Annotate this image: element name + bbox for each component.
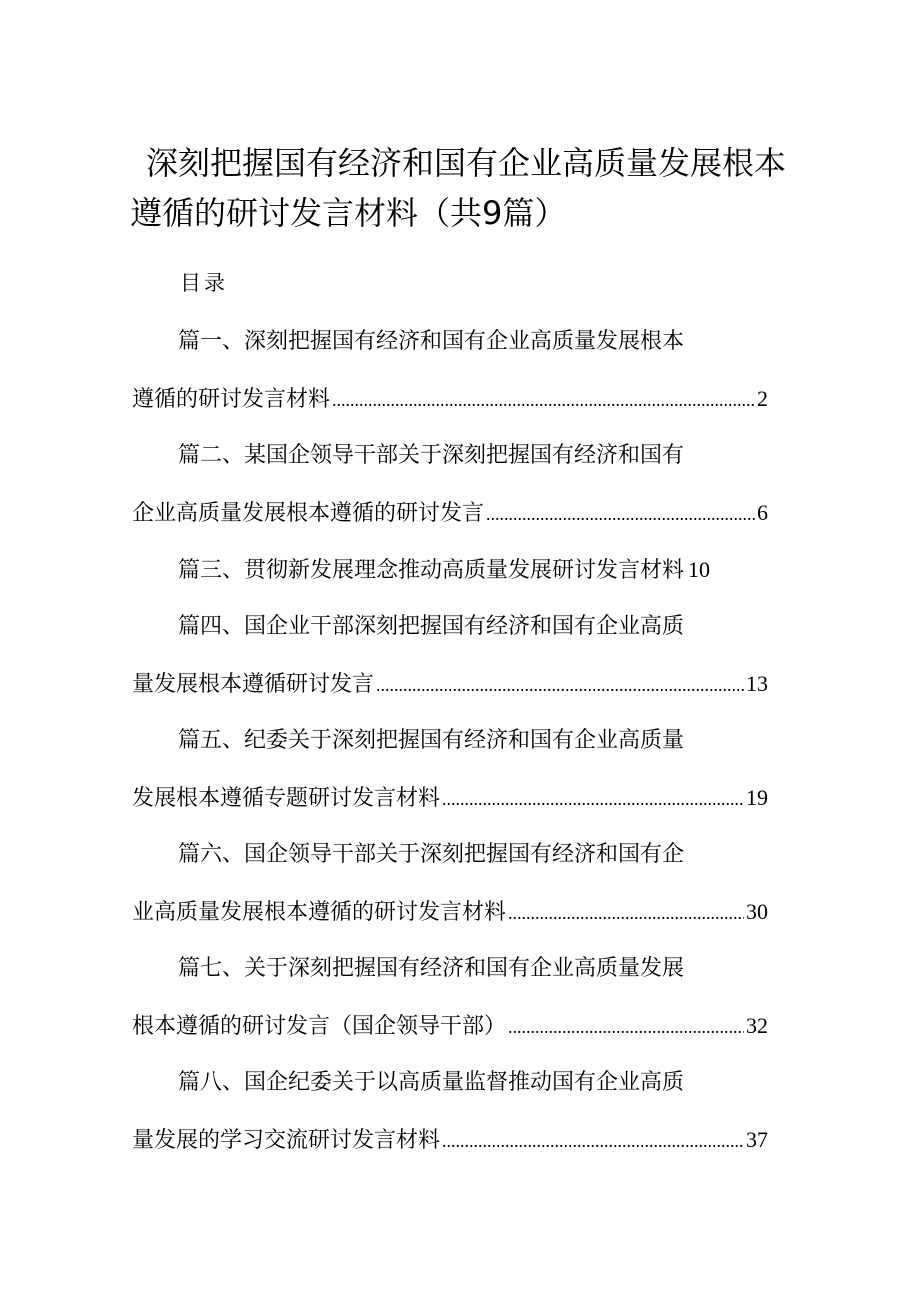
toc-entry-single-line [132, 548, 768, 605]
toc-entry-title-continued: 量发展根本遵循研讨发言 [132, 672, 375, 697]
toc-entry-title: 篇一、深刻把握国有经济和国有企业高质量发展根本 [178, 329, 685, 354]
toc-entry-continuation [132, 776, 768, 833]
toc-page-number: 2 [757, 386, 768, 411]
document-title: 深刻把握国有经济和国有企业高质量发展根本遵循的研讨发言材料（共9篇） [130, 144, 787, 232]
toc-entry-title: 篇四、国企业干部深刻把握国有经济和国有企业高质 [178, 614, 685, 639]
dot-leader [332, 378, 755, 422]
toc-entry-continuation [132, 1118, 768, 1175]
toc-page-number: 30 [746, 899, 768, 924]
toc-entry[interactable] [132, 320, 768, 434]
toc-entry-title: 篇八、国企纪委关于以高质量监督推动国有企业高质 [178, 1070, 685, 1095]
toc-page-number: 10 [688, 557, 711, 582]
toc-page-number: 13 [746, 671, 768, 696]
toc-entry[interactable] [132, 548, 768, 605]
toc-entry[interactable] [132, 1061, 768, 1175]
toc-entry-title-continued: 根本遵循的研讨发言（国企领导干部） [132, 1014, 507, 1039]
toc-entry-continuation [132, 491, 768, 548]
toc-entry-title-continued: 遵循的研讨发言材料 [132, 387, 331, 412]
toc-entry[interactable] [132, 947, 768, 1061]
toc-page-number: 6 [757, 500, 768, 525]
dot-leader [442, 777, 744, 821]
dot-leader [442, 1119, 744, 1163]
toc-entry-title-continued: 发展根本遵循专题研讨发言材料 [132, 786, 441, 811]
toc-entry-title: 篇三、贯彻新发展理念推动高质量发展研讨发言材料 [178, 558, 685, 583]
toc-entry[interactable] [132, 833, 768, 947]
toc-entry-title: 篇六、国企领导干部关于深刻把握国有经济和国有企 [178, 842, 685, 867]
toc-entry[interactable] [132, 719, 768, 833]
table-of-contents [132, 320, 768, 1175]
toc-entry-continuation [132, 662, 768, 719]
toc-entry-title-continued: 业高质量发展根本遵循的研讨发言材料 [132, 900, 507, 925]
toc-entry-title: 篇二、某国企领导干部关于深刻把握国有经济和国有 [178, 443, 685, 468]
toc-page-number: 32 [746, 1013, 768, 1038]
toc-entry-continuation [132, 1004, 768, 1061]
toc-entry-title-continued: 量发展的学习交流研讨发言材料 [132, 1128, 441, 1153]
toc-page-number: 19 [746, 785, 768, 810]
dot-leader [486, 492, 755, 536]
toc-entry-continuation [132, 890, 768, 947]
toc-entry-continuation [132, 377, 768, 434]
toc-entry[interactable] [132, 434, 768, 548]
dot-leader [508, 1005, 744, 1049]
toc-page-number: 37 [746, 1127, 768, 1152]
toc-entry-title-continued: 企业高质量发展根本遵循的研讨发言 [132, 501, 485, 526]
toc-entry-title: 篇七、关于深刻把握国有经济和国有企业高质量发展 [178, 956, 685, 981]
toc-heading: 目录 [180, 271, 228, 295]
dot-leader [376, 663, 744, 707]
toc-entry-title: 篇五、纪委关于深刻把握国有经济和国有企业高质量 [178, 728, 685, 753]
toc-entry[interactable] [132, 605, 768, 719]
dot-leader [508, 891, 744, 935]
